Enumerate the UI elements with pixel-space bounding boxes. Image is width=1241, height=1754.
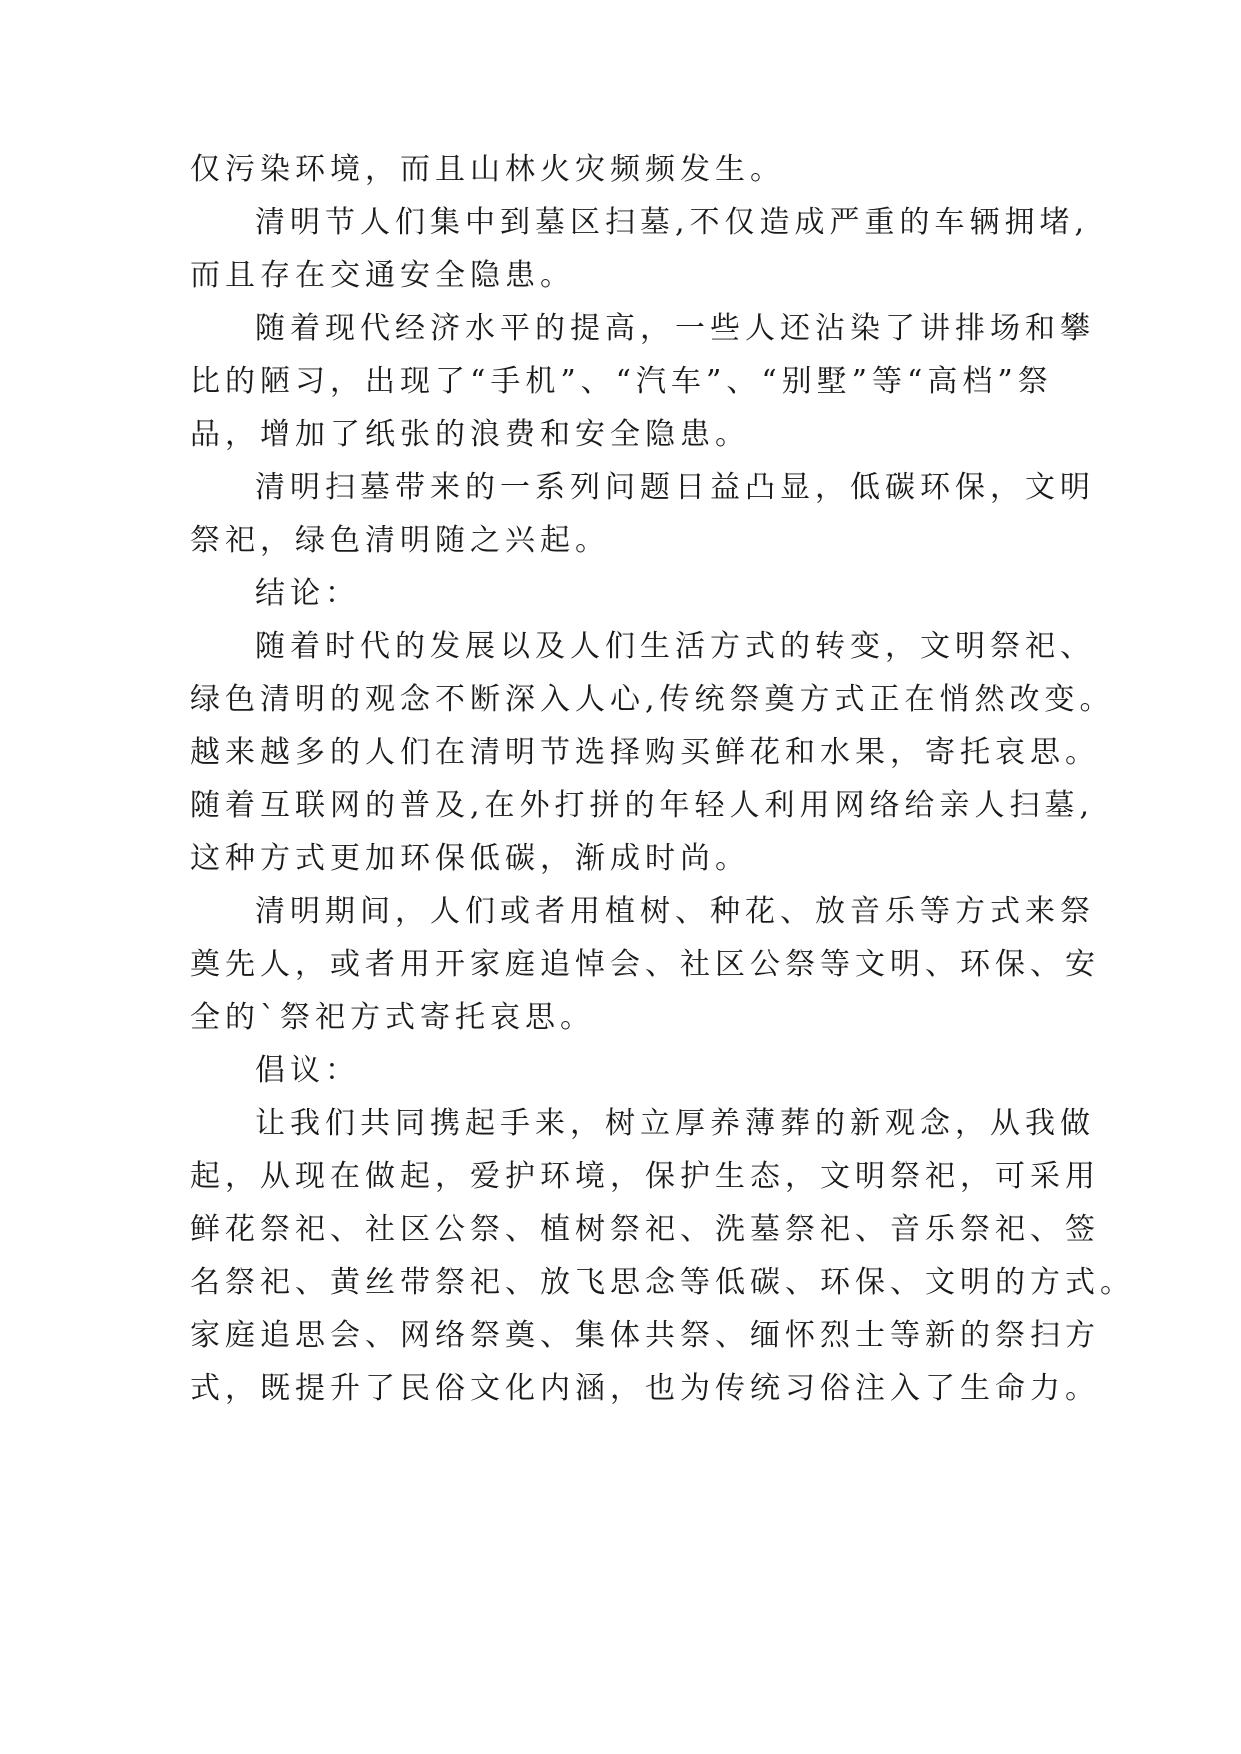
text-line: 绿色清明的观念不断深入人心,传统祭奠方式正在悄然改变。	[190, 682, 1115, 717]
text-line: 这种方式更加环保低碳，渐成时尚。	[190, 841, 750, 876]
text-line: 清明期间，人们或者用植树、种花、放音乐等方式来祭	[255, 894, 1095, 929]
text-line: 品，增加了纸张的浪费和安全隐患。	[190, 417, 750, 452]
text-line: 清明节人们集中到墓区扫墓,不仅造成严重的车辆拥堵,	[255, 205, 1090, 240]
text-line: 祭祀，绿色清明随之兴起。	[190, 523, 610, 558]
text-line: 随着现代经济水平的提高，一些人还沾染了讲排场和攀	[255, 311, 1095, 346]
section-heading-proposal: 倡议：	[255, 1053, 360, 1088]
text-line: 比的陋习，出现了“手机”、“汽车”、“别墅”等“高档”祭	[190, 364, 1053, 399]
text-line: 鲜花祭祀、社区公祭、植树祭祀、洗墓祭祀、音乐祭祀、签	[190, 1212, 1100, 1247]
text-line: 家庭追思会、网络祭奠、集体共祭、缅怀烈士等新的祭扫方	[190, 1318, 1100, 1353]
text-line: 奠先人，或者用开家庭追悼会、社区公祭等文明、环保、安	[190, 947, 1100, 982]
section-heading-conclusion: 结论：	[255, 576, 360, 611]
text-line: 随着互联网的普及,在外打拼的年轻人利用网络给亲人扫墓,	[190, 788, 1095, 823]
text-line: 仅污染环境，而且山林火灾频频发生。	[190, 152, 785, 187]
text-line: 全的`祭祀方式寄托哀思。	[190, 1000, 595, 1035]
text-line: 起，从现在做起，爱护环境，保护生态，文明祭祀，可采用	[190, 1159, 1100, 1194]
text-line: 而且存在交通安全隐患。	[190, 258, 575, 293]
text-line: 名祭祀、黄丝带祭祀、放飞思念等低碳、环保、文明的方式。	[190, 1265, 1135, 1300]
text-line: 让我们共同携起手来，树立厚养薄葬的新观念，从我做	[255, 1106, 1095, 1141]
text-line: 随着时代的发展以及人们生活方式的转变，文明祭祀、	[255, 629, 1095, 664]
text-line: 越来越多的人们在清明节选择购买鲜花和水果，寄托哀思。	[190, 735, 1100, 770]
text-line: 清明扫墓带来的一系列问题日益凸显，低碳环保，文明	[255, 470, 1095, 505]
text-line: 式，既提升了民俗文化内涵，也为传统习俗注入了生命力。	[190, 1371, 1100, 1406]
